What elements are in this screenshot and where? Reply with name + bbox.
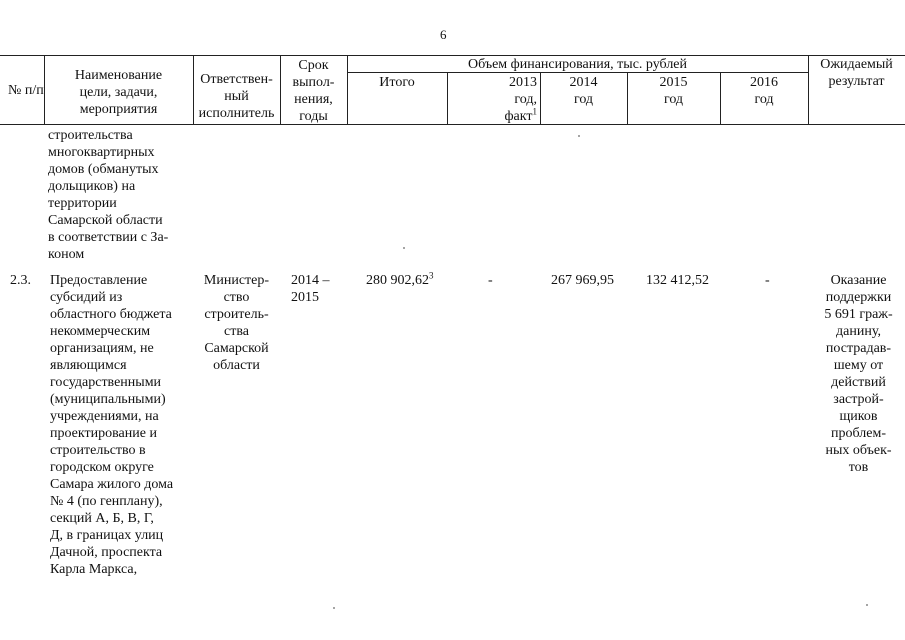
header-2016: 2016 год [750,75,778,107]
row-term: 2014 – 2015 [291,273,330,305]
header-funding: Объем финансирования, тыс. рублей [467,57,688,72]
header-2015: 2015 год [659,75,688,107]
header-name: Наименование цели, задачи, мероприятия [74,68,163,117]
header-responsible: Ответствен- ный исполнитель [198,72,275,121]
header-result: Ожидаемый результат [820,57,893,89]
page-number: 6 [440,27,447,42]
row-2014: 267 969,95 [551,273,614,288]
row-name: Предоставление субсидий из областного бюджета некоммерческим организациям, не являющимся государственными (муниципальными) учреждениями, на проектирование и строительство в городском округе Самара жилого дома № 4 (по генплану), секций А, Б, В, Г, Д, в границах улиц Дачной, проспекта Карла Маркса, [50,273,174,577]
header-term: Срок выпол- нения, годы [292,58,335,124]
row-responsible: Министер- ство строитель- ства Самарской области [203,273,270,373]
row-2013: - [488,273,493,288]
row-total: 280 902,62$^3$ [366,270,434,288]
row-result: Оказание поддержки 5 691 граж- данину, пострадав- шему от действий застрой- щиков проблем- ных объек- тов [824,273,893,475]
header-2014: 2014 год [569,75,598,107]
row-number: 2.3. [10,273,31,288]
row-2015: 132 412,52 [646,273,709,288]
header-2013: 2013 год, факт$^1$ [504,75,537,124]
header-number: № п/п [8,83,44,98]
header-total: Итого [379,75,415,90]
continuation-name: строительства многоквартирных домов (обманутых дольщиков) на территории Самарской области в соответствии с За- коном [48,128,169,262]
row-2016: - [765,273,770,288]
